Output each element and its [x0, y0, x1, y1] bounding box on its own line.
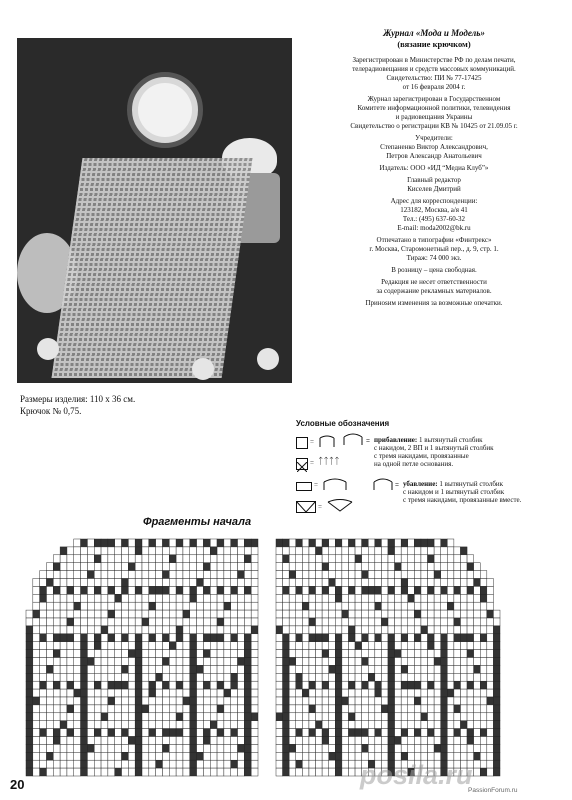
decrease-text: с накидом и 1 вытянутый столбик	[403, 488, 505, 496]
lace-runner-image	[52, 158, 253, 378]
legend-eq: =	[310, 438, 314, 446]
stitches-icon: ᛏᛏᛏᛏ	[318, 456, 340, 466]
decrease-icon	[372, 478, 394, 492]
hook-size: Крючок № 0,75.	[20, 406, 82, 416]
imprint-line: Свидетельство о регистрации КВ № 10425 от 21.09.05 г.	[350, 122, 518, 130]
imprint-line: телерадиовещания и средств массовых коммуникаций.	[352, 65, 516, 73]
imprint-line: Главный редактор	[407, 176, 461, 184]
increase-text: с тремя накидами, провязанные	[374, 452, 469, 460]
imprint-line: Редакция не несет ответственности	[381, 278, 487, 286]
imprint-line: Петров Александр Анатольевич	[386, 152, 482, 160]
imprint-line: Киселев Дмитрий	[407, 185, 461, 193]
v-stitch-icon	[326, 499, 354, 513]
increase-icon	[342, 433, 364, 447]
imprint-line: от 16 февраля 2004 г.	[402, 83, 466, 91]
decrease-text: 1 вытянутый столбик	[439, 480, 504, 488]
wide-cell-icon	[296, 482, 312, 491]
imprint-line: Тираж: 74 000 экз.	[406, 254, 462, 262]
size-info	[20, 393, 135, 417]
magazine-title: Журнал «Мода и Модель»	[383, 28, 485, 38]
decrease-label: убавление:	[403, 480, 438, 488]
watermark: posila.ru	[360, 760, 473, 790]
imprint-line: и радиовещания Украины	[395, 113, 473, 121]
flower-image	[37, 338, 59, 360]
filled-cell-icon	[296, 458, 308, 470]
legend-eq: =	[395, 481, 399, 489]
decrease-description	[403, 480, 563, 504]
imprint-line: Комитете информационной политики, телевидения	[357, 104, 511, 112]
arch-icon	[322, 478, 348, 492]
clock-image	[127, 72, 203, 148]
magazine-subtitle: (вязание крючком)	[397, 39, 471, 49]
imprint-line: Принosим изменения за возможные опечатки.	[365, 299, 503, 307]
legend-title: Условные обозначения	[296, 419, 390, 428]
decrease-text: с тремя накидами, провязанные вместе.	[403, 496, 522, 504]
imprint-line: Издатель: ООО «ИД “Медиа Клуб”»	[379, 164, 489, 172]
imprint-line: 123182, Москва, а/я 41	[400, 206, 468, 214]
imprint-line: Тел.: (495) 637-60-32	[402, 215, 466, 223]
imprint-line: Свидетельство: ПИ № 77-17425	[386, 74, 482, 82]
chain-stitch-icon	[318, 435, 336, 449]
crochet-chart-left	[22, 535, 262, 780]
size-dimensions: Размеры изделия: 110 х 36 см.	[20, 394, 136, 404]
legend-eq: =	[366, 437, 370, 445]
increase-label: прибавление:	[374, 436, 418, 444]
flower-image	[257, 348, 279, 370]
increase-text: на одной петле основания.	[374, 460, 454, 468]
increase-text: 1 вытянутый столбик	[418, 436, 483, 444]
legend-eq: =	[318, 503, 322, 511]
imprint-line: Журнал зарегистрирован в Государственном	[367, 95, 501, 103]
imprint-block	[318, 28, 550, 308]
increase-text: с накидом, 2 ВП и 1 вытянутый столбик	[374, 444, 494, 452]
legend-eq: =	[314, 481, 318, 489]
flower-image	[192, 358, 214, 380]
imprint-line: г. Москва, Старомонетный пер., д. 9, стр. 1.	[369, 245, 499, 253]
imprint-line: E-mail: moda2002@bk.ru	[397, 224, 471, 232]
increase-description	[374, 436, 554, 468]
watermark-small: PassionForum.ru	[468, 787, 518, 794]
fragments-title: Фрагменты начала	[143, 516, 252, 528]
empty-cell-icon	[296, 437, 308, 449]
imprint-line: Учредители:	[415, 134, 453, 142]
product-photo	[17, 38, 292, 383]
imprint-line: Адрес для корреспонденции:	[390, 197, 478, 205]
legend-eq: =	[310, 459, 314, 467]
imprint-line: В розницу – цена свободная.	[391, 266, 477, 274]
imprint-line: за содержание рекламных материалов.	[376, 287, 492, 295]
imprint-line: Зарегистрирован в Министерстве РФ по делам печати,	[352, 56, 516, 64]
imprint-line: Степаненко Виктор Александрович,	[380, 143, 488, 151]
v-cell-icon	[296, 501, 316, 513]
crochet-chart-right	[272, 535, 504, 780]
page-number: 20	[10, 777, 25, 792]
imprint-line: Отпечатано в типографии «Финтрекс»	[376, 236, 492, 244]
